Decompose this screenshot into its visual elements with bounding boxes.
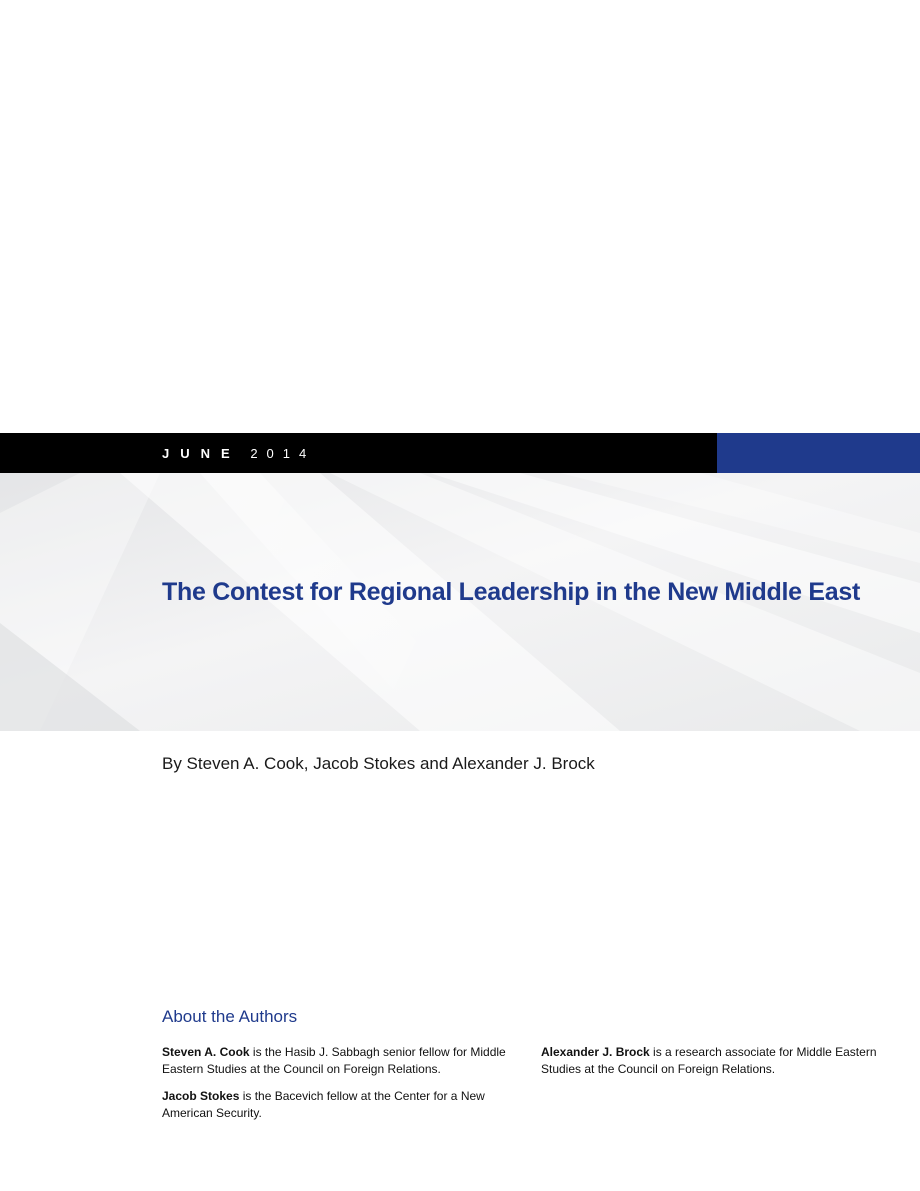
- author-bio-text: is the Hasib J. Sabbagh senior fellow for Middle Eastern Studies at the Council on Foreign Relations.: [162, 1045, 506, 1076]
- author-bio-text: is a research associate for Middle Eastern Studies at the Council on Foreign Relations.: [541, 1045, 877, 1076]
- author-name: Jacob Stokes: [162, 1089, 240, 1103]
- author-byline: By Steven A. Cook, Jacob Stokes and Alexander J. Brock: [162, 754, 595, 773]
- author-name: Alexander J. Brock: [541, 1045, 650, 1059]
- about-authors-heading: About the Authors: [162, 1007, 298, 1026]
- author-bio-brock: [541, 1044, 891, 1077]
- author-name: Steven A. Cook: [162, 1045, 250, 1059]
- report-title: The Contest for Regional Leadership in the New Middle East: [162, 578, 860, 606]
- date-month: JUNE: [162, 446, 241, 461]
- header-accent-block: [717, 433, 920, 473]
- date-year: 2014: [250, 446, 316, 461]
- author-bio-text: is the Bacevich fellow at the Center for a New American Security.: [162, 1089, 485, 1120]
- publication-date: [162, 445, 315, 463]
- header-band: [0, 433, 717, 473]
- author-bio-cook: [162, 1044, 517, 1077]
- author-bio-stokes: [162, 1088, 517, 1121]
